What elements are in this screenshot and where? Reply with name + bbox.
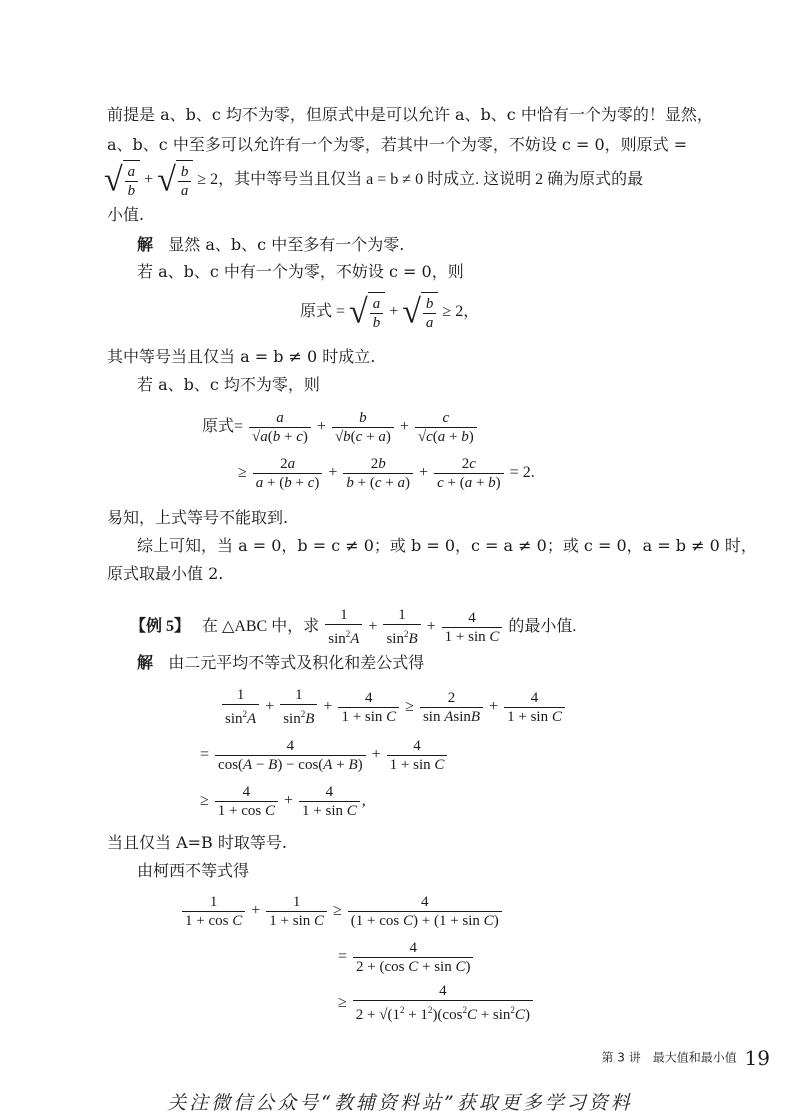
solution-label: 解 bbox=[137, 235, 154, 254]
solution-text: 显然 a、b、c 中至多有一个为零. bbox=[168, 235, 405, 254]
watermark-text: 关注微信公众号“教辅资料站”获取更多学习资料 bbox=[167, 1092, 633, 1114]
chapter-title: 第 3 讲 最大值和最小值 bbox=[601, 1050, 737, 1065]
page-footer bbox=[560, 1046, 770, 1070]
paragraph-line: 前提是 a、b、c 均不为零，但原式中是可以允许 a、b、c 中恰有一个为零的！显然， bbox=[107, 105, 713, 124]
equation-4-line-2: = $\frac{4}{\text{2 + (cos C + sin C)}}$ bbox=[338, 936, 475, 978]
equation-3-line-3: ≥ $\frac{4}{\text{1 + cos C}}$ + $\frac{4}{\text{1 + sin C}}$ , bbox=[200, 783, 366, 819]
equation-1: 原式 = √ $\frac{a}{b}$ + √ $\frac{b}{a}$ ≥ 2， bbox=[300, 292, 479, 333]
page-number: 19 bbox=[744, 1046, 770, 1070]
paragraph-line: 小值. bbox=[107, 205, 145, 224]
solution-line bbox=[137, 232, 404, 258]
example-5-line: 【例 5】 在 △ABC 中，求 $\frac{1}{\sin^2A}$ + $\frac{1}{\sin^2B}$ + $\frac{4}{\text{1 + sin C}}$ 的最小值. bbox=[130, 607, 577, 648]
formula-line: √ $\frac{a}{b}$ + √ $\frac{b}{a}$ ≥ 2，其中等号当且仅当 a = b ≠ 0 时成立. 这说明 2 确为原式的最 bbox=[104, 160, 643, 201]
sqrt-a-over-b: √ $\frac{a}{b}$ bbox=[104, 160, 140, 201]
solution-line: 若 a、b、c 中有一个为零，不妨设 c = 0，则 bbox=[137, 262, 464, 281]
solution-line: 若 a、b、c 均不为零，则 bbox=[137, 375, 320, 394]
solution-line: 综上可知，当 a = 0，b = c ≠ 0；或 b = 0，c = a ≠ 0；或 c = 0，a = b ≠ 0 时， bbox=[137, 536, 757, 555]
equation-3-line-1: $\frac{1}{\sin^2A}$ + $\frac{1}{\sin^2B}$ + $\frac{4}{\text{1 + sin C}}$ ≥ $\frac{2}{\text{sin AsinB}}$ + $\frac{4}{\text{1 + sin C}}$ bbox=[220, 686, 567, 728]
solution-line: 当且仅当 A=B 时取等号. bbox=[107, 833, 287, 852]
solution-line: 其中等号当且仅当 a = b ≠ 0 时成立. bbox=[107, 347, 376, 366]
solution-line bbox=[137, 650, 424, 676]
equation-suffix: = 2. bbox=[509, 464, 535, 481]
solution-label: 解 bbox=[137, 653, 154, 672]
example-text: 在 △ABC 中，求 bbox=[202, 618, 320, 635]
equation-prefix: 原式= bbox=[202, 418, 244, 435]
solution-text: 由二元平均不等式及积化和差公式得 bbox=[168, 653, 425, 672]
equation-2-line-1: 原式= $\frac{a}{√a(b + c)}$ + $\frac{b}{√b(c + a)}$ + $\frac{c}{√c(a + b)}$ bbox=[202, 406, 479, 448]
example-text: 的最小值. bbox=[508, 618, 577, 635]
paragraph-line-tail: ≥ 2，其中等号当且仅当 a = b ≠ 0 时成立. 这说明 2 确为原式的最 bbox=[197, 171, 644, 189]
equation-prefix: 原式 = bbox=[300, 303, 346, 321]
sqrt-b-over-a: √ $\frac{b}{a}$ bbox=[157, 160, 193, 201]
equation-suffix: ≥ 2， bbox=[442, 303, 480, 321]
equation-2-line-2: ≥ $\frac{2a}{a + (b + c)}$ + $\frac{2b}{b + (c + a)}$ + $\frac{2c}{c + (a + b)}$ = 2. bbox=[238, 455, 535, 491]
solution-line: 原式取最小值 2. bbox=[107, 564, 224, 583]
paragraph-line: a、b、c 中至多可以允许有一个为零，若其中一个为零，不妨设 c = 0，则原式 = bbox=[107, 135, 688, 154]
solution-line: 易知，上式等号不能取到. bbox=[107, 508, 289, 527]
solution-line: 由柯西不等式得 bbox=[137, 861, 250, 880]
equation-4-line-3: ≥ $\frac{4}{2 + √(1^2 + 1^2)(\cos^2C + \sin^2C)}$ bbox=[338, 982, 535, 1024]
equation-3-line-2: = $\frac{4}{\cos(A - B) - \cos(A + B)}$ + $\frac{4}{\text{1 + sin C}}$ bbox=[200, 734, 449, 776]
equation-4-line-1: $\frac{1}{\text{1 + cos C}}$ + $\frac{1}{\text{1 + sin C}}$ ≥ $\frac{4}{\text{(1 + cos C) + (1 + sin C)}}$ bbox=[180, 890, 504, 932]
example-label: 【例 5】 bbox=[130, 618, 191, 635]
